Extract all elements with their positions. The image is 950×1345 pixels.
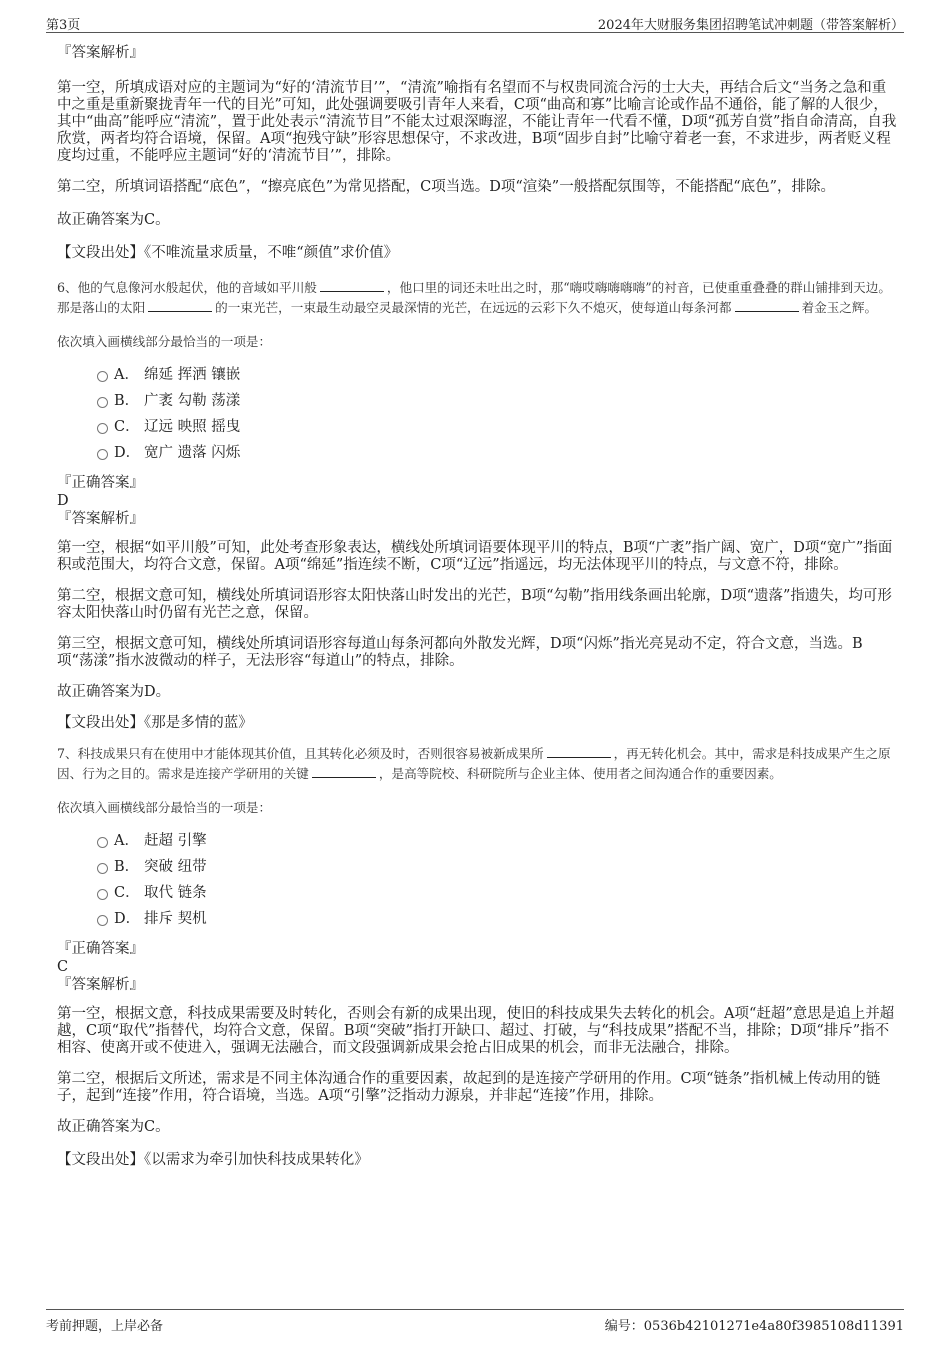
q7-stem: 7、科技成果只有在使用中才能体现其价值，且其转化必须及时，否则很容易被新成果所 ，再无转化机会。其中，需求是科技成果产生之原因、行为之目的。需求是连接产学研用的关键 ，是高等院校、科研院所与企业主体、使用者之间沟通合作的重要因素。 [57,746,891,781]
document-title: 2024年大财服务集团招聘笔试冲刺题（带答案解析） [597,18,904,33]
q6-analysis-p3: 第三空，根据文意可知，横线处所填词语形容每道山每条河都向外散发光辉，D项“闪烁”指光亮晃动不定，符合文意，当选。B项“荡漾”指水波微动的样子，无法形容“每道山”的特点，排除。 [57,636,863,669]
document-id: 编号：0536b42101271e4a80f3985108d11391 [604,1319,904,1334]
q6-options [97,362,897,466]
q6-analysis-p1: 第一空，根据“如平川般”可知，此处考查形象表达，横线处所填词语要体现平川的特点，B项“广袤”指广阔、宽广，D项“宽广”指面积或范围大，均符合文意，保留。A项“绵延”指连续不断，C项“辽远”指遥远，均无法体现平川的特点，与文意不符，排除。 [57,540,893,573]
q7-option-c[interactable]: C． 取代 链条 [97,880,897,906]
q6-correct-answer: D [57,493,69,509]
radio-icon[interactable] [97,449,108,460]
blank-line [547,745,611,758]
q7-prompt: 依次填入画横线部分最恰当的一项是： [57,800,272,815]
q6-option-a[interactable]: A． 绵延 挥洒 镶嵌 [97,362,897,388]
page-number: 第3页 [46,18,81,33]
footer-slogan: 考前押题，上岸必备 [46,1319,164,1334]
q7-option-d[interactable]: D． 排斥 契机 [97,906,897,932]
q6-option-c[interactable]: C． 辽远 映照 摇曳 [97,414,897,440]
blank-line [735,299,799,312]
q6-stem: 6、他的气息像河水般起伏，他的音域如平川般 ，他口里的词还未吐出之时，那“嗨哎嗨嗨嗨嗨”的衬音，已使重重叠叠的群山铺排到天边。那是落山的太阳 的一束光芒，一束最生动最空灵最深情的光芒，在远远的云彩下久不熄灭，使每道山每条河都 着金玉之辉。 [57,280,891,315]
q7-analysis-p1: 第一空，根据文意，科技成果需要及时转化，否则会有新的成果出现，使旧的科技成果失去转化的机会。A项“赶超”意思是追上并超越，C项“取代”指替代，均符合文意，保留。B项“突破”指打开缺口、超过、打破，与“科技成果”搭配不当，排除；D项“排斥”指不相容、使离开或不使进入，强调无法融合，而文段强调新成果会抢占旧成果的机会，而非无法融合，排除。 [57,1006,895,1056]
q5-analysis-label: 『答案解析』 [57,45,144,61]
radio-icon[interactable] [97,863,108,874]
q7-analysis-p2: 第二空，根据后文所述，需求是不同主体沟通合作的重要因素，故起到的是连接产学研用的作用。C项“链条”指机械上传动用的链子，起到“连接”作用，符合语境，当选。A项“引擎”泛指动力源泉，并非起“连接”作用，排除。 [57,1071,881,1104]
page-header [46,10,904,33]
q7-options [97,828,897,932]
q6-analysis-p2: 第二空，根据文意可知，横线处所填词语形容太阳快落山时发出的光芒，B项“勾勒”指用线条画出轮廓，D项“遗落”指遗失，均可形容太阳快落山时仍留有光芒之意，保留。 [57,588,892,621]
q7-correct-label: 『正确答案』 [57,941,144,957]
radio-icon[interactable] [97,371,108,382]
q6-conclusion: 故正确答案为D。 [57,684,171,700]
radio-icon[interactable] [97,423,108,434]
radio-icon[interactable] [97,915,108,926]
q6-prompt: 依次填入画横线部分最恰当的一项是： [57,334,272,349]
q7-conclusion: 故正确答案为C。 [57,1119,170,1135]
q5-analysis-p1: 第一空，所填成语对应的主题词为“好的‘清流节目’”，“清流”喻指有名望而不与权贵同流合污的士大夫，再结合后文“当务之急和重中之重是重新聚拢青年一代的目光”可知，此处强调要吸引青年人来看，C项“曲高和寡”比喻言论或作品不通俗，能了解的人很少，其中“曲高”能呼应“清流”，置于此处表示“清流节目”不能太过艰深晦涩，不能让青年一代看不懂，D项“孤芳自赏”指自命清高，自我欣赏，两者均符合语境，保留。A项“抱残守缺”形容思想保守，不求改进，B项“固步自封”比喻守着老一套，不求进步，两者贬义程度均过重，不能呼应主题词“好的‘清流节目’”，排除。 [57,80,897,164]
q7-option-b[interactable]: B． 突破 纽带 [97,854,897,880]
q6-analysis-label: 『答案解析』 [57,511,144,527]
q7-analysis-label: 『答案解析』 [57,977,144,993]
blank-line [148,299,212,312]
q6-source: 【文段出处】《那是多情的蓝》 [57,715,253,731]
q7-option-a[interactable]: A． 赶超 引擎 [97,828,897,854]
q6-option-b[interactable]: B． 广袤 勾勒 荡漾 [97,388,897,414]
radio-icon[interactable] [97,889,108,900]
q5-source: 【文段出处】《不唯流量求质量，不唯“颜值”求价值》 [57,245,399,261]
q5-analysis-p2: 第二空，所填词语搭配“底色”，“擦亮底色”为常见搭配，C项当选。D项“渲染”一般搭配氛围等，不能搭配“底色”，排除。 [57,179,836,195]
q6-correct-label: 『正确答案』 [57,475,144,491]
page-footer [46,1309,904,1332]
q6-option-d[interactable]: D． 宽广 遗落 闪烁 [97,440,897,466]
q7-source: 【文段出处】《以需求为牵引加快科技成果转化》 [57,1152,369,1168]
page-content [57,44,897,1169]
radio-icon[interactable] [97,837,108,848]
blank-line [312,765,376,778]
radio-icon[interactable] [97,397,108,408]
q5-conclusion: 故正确答案为C。 [57,212,170,228]
q7-correct-answer: C [57,959,69,975]
blank-line [320,279,384,292]
